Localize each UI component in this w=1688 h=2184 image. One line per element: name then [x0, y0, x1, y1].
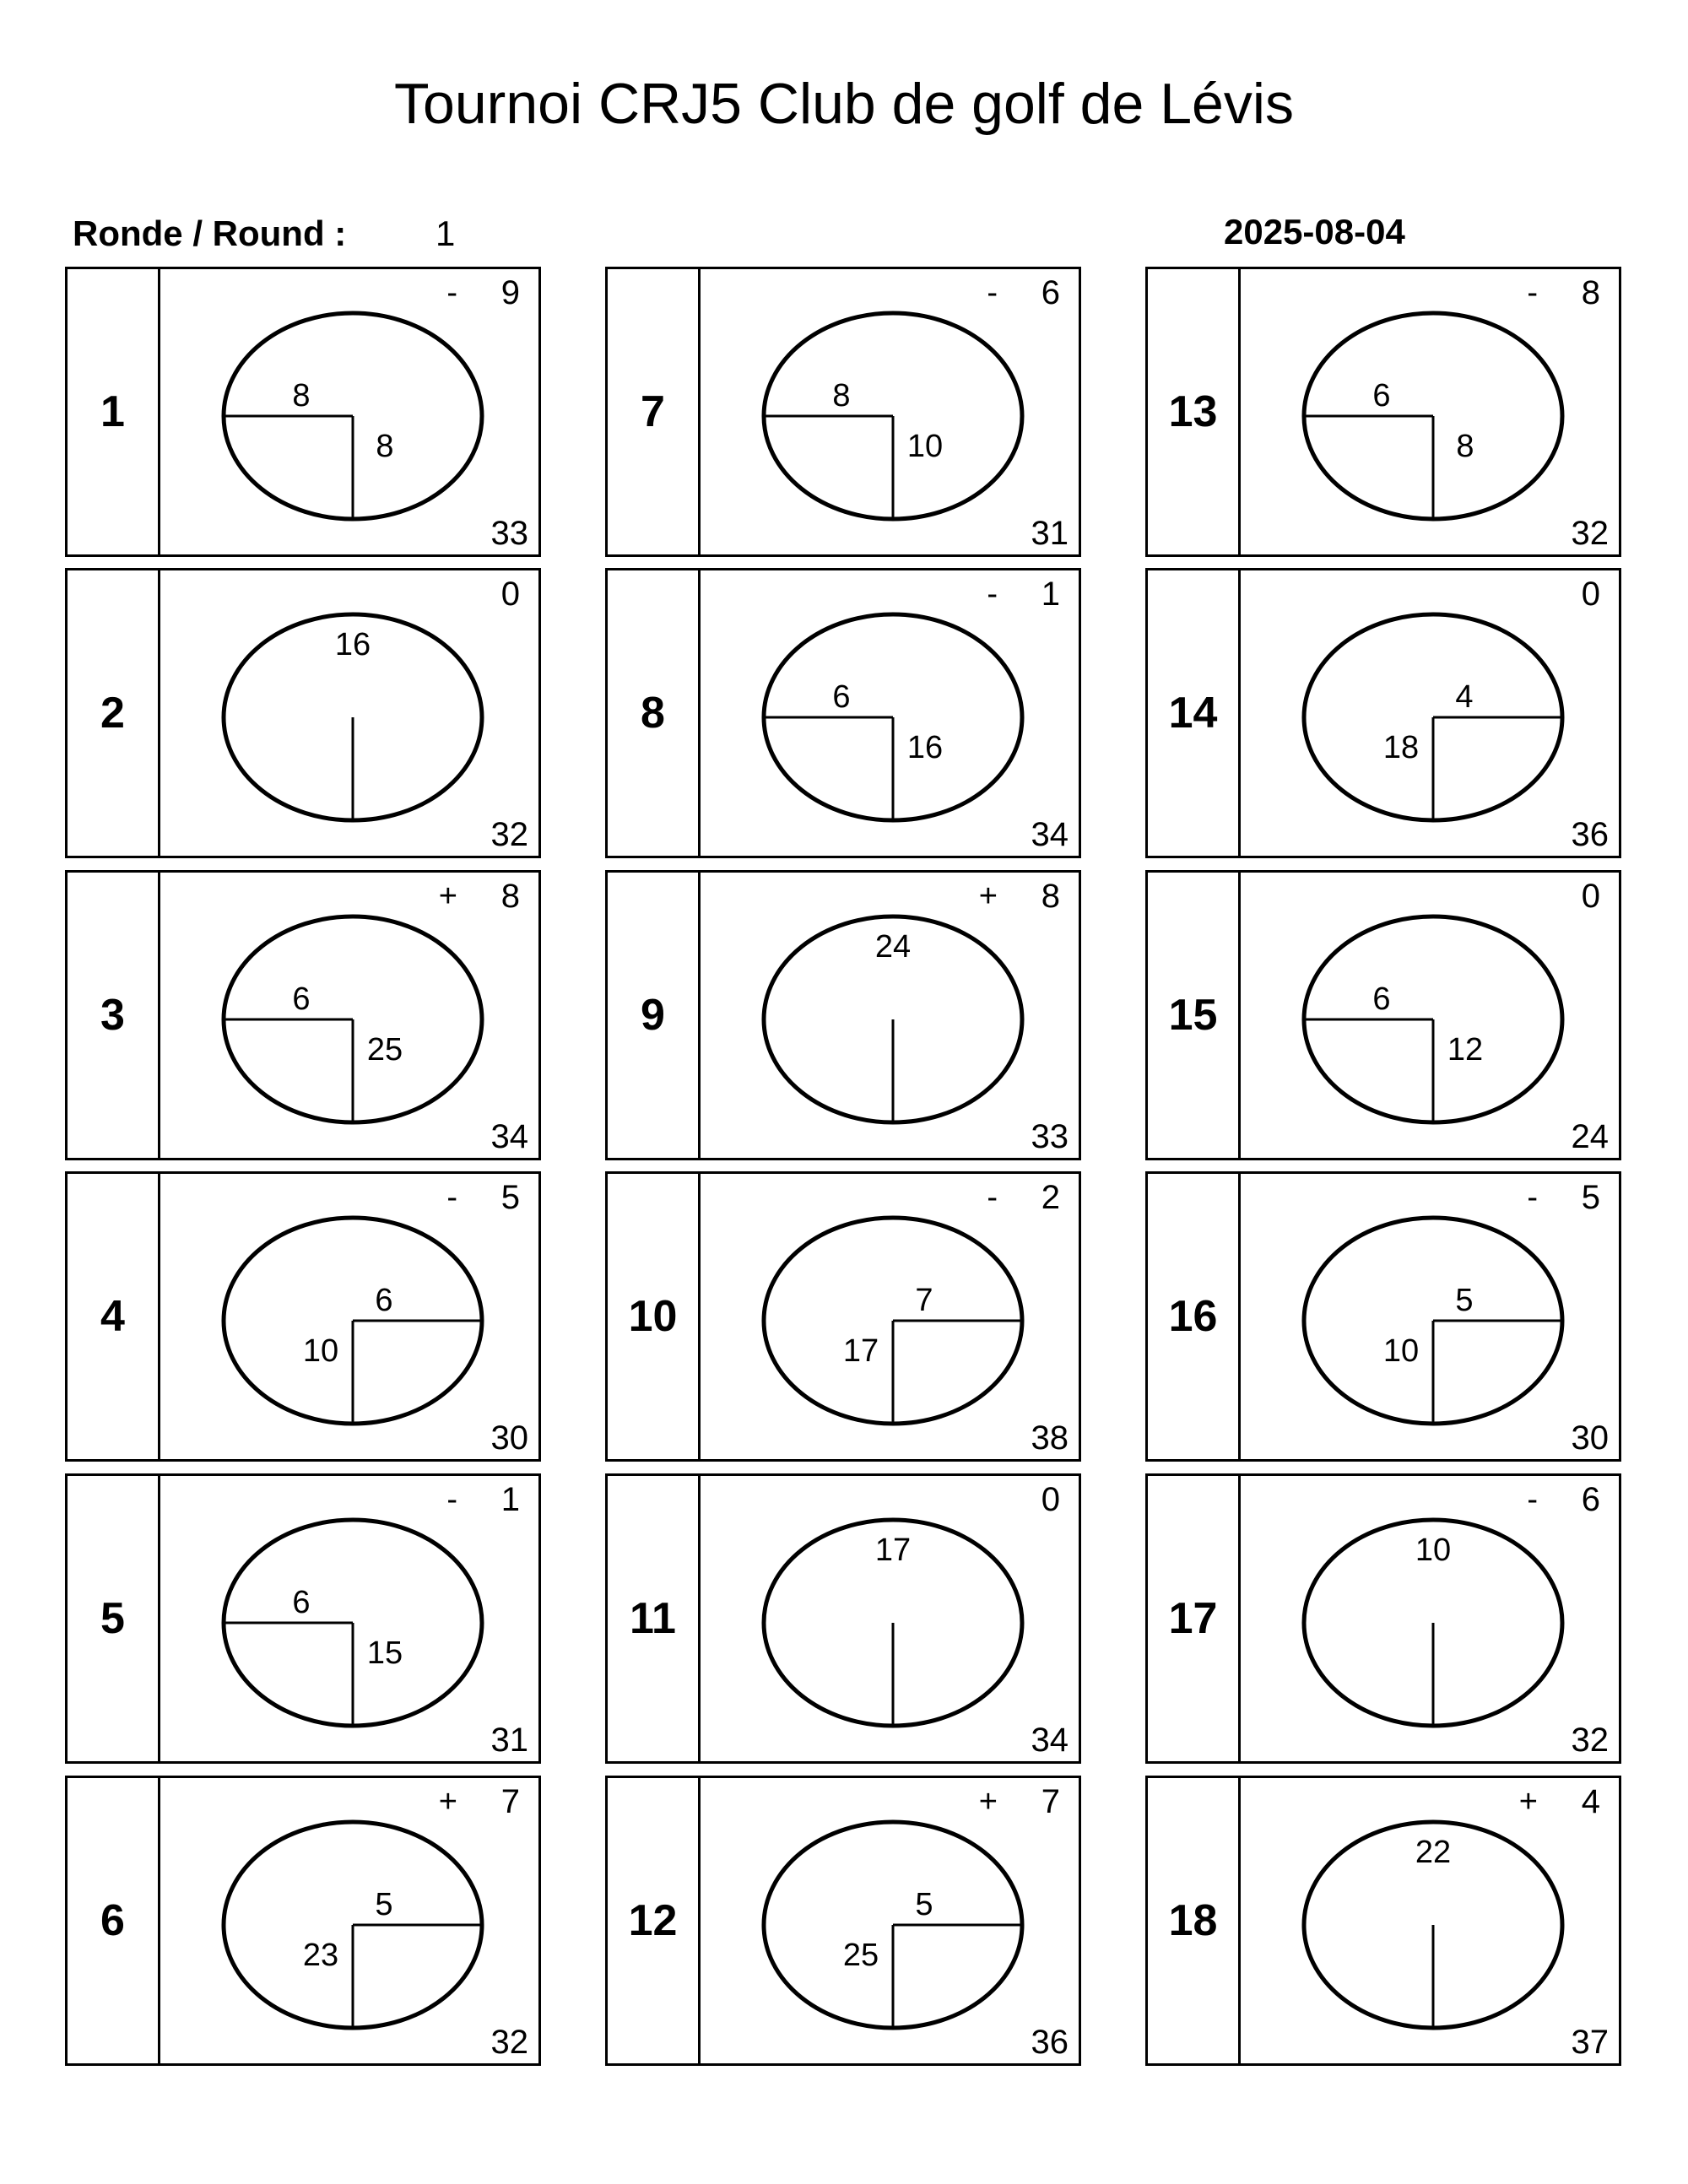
distance-from-front: 8 [1456, 429, 1474, 464]
pin-offset-value: 1 [500, 1481, 520, 1518]
date-label: 2025-08-04 [1224, 212, 1405, 251]
pin-offset-sign: + [438, 1784, 457, 1819]
distance-from-front: 10 [1415, 1533, 1452, 1568]
pin-offset-sign: - [446, 275, 457, 311]
distance-from-front: 16 [334, 627, 371, 662]
hole-card-2 [65, 568, 541, 858]
green-depth-total: 31 [490, 1722, 528, 1759]
distance-from-front: 25 [366, 1032, 403, 1068]
hole-number: 18 [1168, 1896, 1218, 1945]
round-label: Ronde / Round : [73, 214, 347, 253]
pin-offset-sign: - [1527, 1180, 1538, 1215]
green-depth-total: 32 [1571, 1722, 1609, 1759]
hole-number: 16 [1168, 1292, 1218, 1341]
green-diagram [1148, 1476, 1624, 1766]
hole-card-15 [1145, 870, 1621, 1160]
pin-offset-value: 1 [1041, 576, 1060, 613]
distance-from-left: 6 [1372, 378, 1391, 414]
hole-number: 5 [100, 1594, 125, 1643]
hole-card-3 [65, 870, 541, 1160]
distance-from-front: 24 [874, 929, 912, 965]
green-depth-total: 34 [1031, 816, 1069, 853]
hole-number: 3 [100, 991, 125, 1040]
distance-from-front: 16 [906, 730, 944, 765]
page-title: Tournoi CRJ5 Club de golf de Lévis [394, 72, 1294, 136]
pin-offset-sign: - [1527, 275, 1538, 311]
green-diagram [608, 873, 1084, 1163]
pin-offset-sign: - [987, 275, 998, 311]
pin-offset-sign: + [1518, 1784, 1538, 1819]
green-depth-total: 32 [1571, 515, 1609, 552]
distance-from-right: 7 [915, 1283, 933, 1318]
pin-offset-value: 6 [1581, 1481, 1600, 1518]
hole-card-9 [605, 870, 1081, 1160]
pin-offset-sign: - [446, 1180, 457, 1215]
green-diagram [68, 269, 544, 560]
distance-from-front: 22 [1415, 1835, 1452, 1870]
pin-offset-sign: - [1527, 1482, 1538, 1517]
hole-number: 10 [628, 1292, 678, 1341]
green-diagram [1148, 1778, 1624, 2068]
hole-card-12 [605, 1776, 1081, 2066]
distance-from-right: 5 [1455, 1283, 1474, 1318]
distance-from-front: 8 [376, 429, 394, 464]
pin-offset-value: 0 [1041, 1481, 1060, 1518]
green-depth-total: 33 [490, 515, 528, 552]
green-diagram [1148, 269, 1624, 560]
hole-number: 1 [100, 387, 125, 436]
green-diagram [1148, 570, 1624, 861]
hole-card-16 [1145, 1171, 1621, 1462]
hole-card-17 [1145, 1473, 1621, 1764]
hole-card-13 [1145, 267, 1621, 557]
green-diagram [1148, 1174, 1624, 1464]
pin-offset-value: 7 [1041, 1783, 1060, 1820]
green-diagram [608, 1778, 1084, 2068]
green-diagram [608, 1476, 1084, 1766]
distance-from-left: 6 [832, 679, 851, 715]
hole-number: 14 [1168, 689, 1218, 738]
hole-number: 8 [641, 689, 665, 738]
hole-card-10 [605, 1171, 1081, 1462]
hole-card-5 [65, 1473, 541, 1764]
distance-from-front: 17 [842, 1333, 879, 1369]
hole-card-11 [605, 1473, 1081, 1764]
pin-offset-value: 0 [1581, 576, 1600, 613]
round-value: 1 [436, 214, 456, 253]
green-diagram [608, 1174, 1084, 1464]
hole-card-8 [605, 568, 1081, 858]
hole-card-4 [65, 1171, 541, 1462]
distance-from-front: 17 [874, 1533, 912, 1568]
hole-number: 2 [100, 689, 125, 738]
distance-from-front: 25 [842, 1938, 879, 1973]
pin-offset-value: 7 [500, 1783, 520, 1820]
hole-card-18 [1145, 1776, 1621, 2066]
green-depth-total: 30 [1571, 1419, 1609, 1457]
pin-offset-sign: + [978, 1784, 998, 1819]
green-depth-total: 24 [1571, 1118, 1609, 1155]
hole-number: 12 [628, 1896, 678, 1945]
green-depth-total: 30 [490, 1419, 528, 1457]
distance-from-right: 4 [1455, 679, 1474, 715]
distance-from-right: 5 [915, 1887, 933, 1922]
hole-number: 11 [630, 1594, 676, 1643]
hole-card-1 [65, 267, 541, 557]
distance-from-left: 8 [292, 378, 311, 414]
green-depth-total: 34 [1031, 1722, 1069, 1759]
hole-number: 17 [1168, 1594, 1218, 1643]
pin-offset-value: 8 [1041, 878, 1060, 915]
hole-number: 15 [1168, 991, 1218, 1040]
green-depth-total: 33 [1031, 1118, 1069, 1155]
hole-number: 6 [100, 1896, 125, 1945]
pin-offset-sign: + [438, 878, 457, 914]
distance-from-right: 6 [375, 1283, 393, 1318]
green-diagram [68, 1778, 544, 2068]
hole-number: 13 [1168, 387, 1218, 436]
hole-number: 7 [641, 387, 665, 436]
distance-from-front: 10 [302, 1333, 339, 1369]
hole-card-6 [65, 1776, 541, 2066]
green-depth-total: 32 [490, 816, 528, 853]
green-diagram [68, 570, 544, 861]
distance-from-right: 5 [375, 1887, 393, 1922]
pin-offset-value: 8 [500, 878, 520, 915]
distance-from-front: 18 [1382, 730, 1420, 765]
green-depth-total: 38 [1031, 1419, 1069, 1457]
distance-from-front: 10 [906, 429, 944, 464]
pin-offset-value: 5 [500, 1179, 520, 1216]
pin-offset-value: 8 [1581, 274, 1600, 311]
green-depth-total: 36 [1571, 816, 1609, 853]
distance-from-front: 10 [1382, 1333, 1420, 1369]
distance-from-left: 6 [292, 1585, 311, 1620]
distance-from-left: 6 [292, 981, 311, 1017]
green-diagram [1148, 873, 1624, 1163]
distance-from-front: 15 [366, 1635, 403, 1671]
distance-from-front: 23 [302, 1938, 339, 1973]
green-depth-total: 34 [490, 1118, 528, 1155]
pin-offset-value: 4 [1581, 1783, 1600, 1820]
green-diagram [68, 1476, 544, 1766]
hole-number: 4 [100, 1292, 125, 1341]
pin-offset-value: 2 [1041, 1179, 1060, 1216]
green-diagram [608, 570, 1084, 861]
green-depth-total: 32 [490, 2024, 528, 2061]
pin-offset-value: 5 [1581, 1179, 1600, 1216]
green-depth-total: 37 [1571, 2024, 1609, 2061]
green-depth-total: 31 [1031, 515, 1069, 552]
hole-number: 9 [641, 991, 665, 1040]
distance-from-front: 12 [1447, 1032, 1484, 1068]
pin-offset-sign: - [987, 1180, 998, 1215]
pin-offset-sign: - [446, 1482, 457, 1517]
pin-offset-sign: + [978, 878, 998, 914]
pin-offset-value: 6 [1041, 274, 1060, 311]
green-diagram [68, 873, 544, 1163]
pin-offset-value: 9 [500, 274, 520, 311]
pin-offset-value: 0 [1581, 878, 1600, 915]
distance-from-left: 6 [1372, 981, 1391, 1017]
hole-card-14 [1145, 568, 1621, 858]
green-diagram [68, 1174, 544, 1464]
pin-offset-value: 0 [500, 576, 520, 613]
green-depth-total: 36 [1031, 2024, 1069, 2061]
pin-offset-sign: - [987, 576, 998, 612]
distance-from-left: 8 [832, 378, 851, 414]
hole-card-7 [605, 267, 1081, 557]
green-diagram [608, 269, 1084, 560]
